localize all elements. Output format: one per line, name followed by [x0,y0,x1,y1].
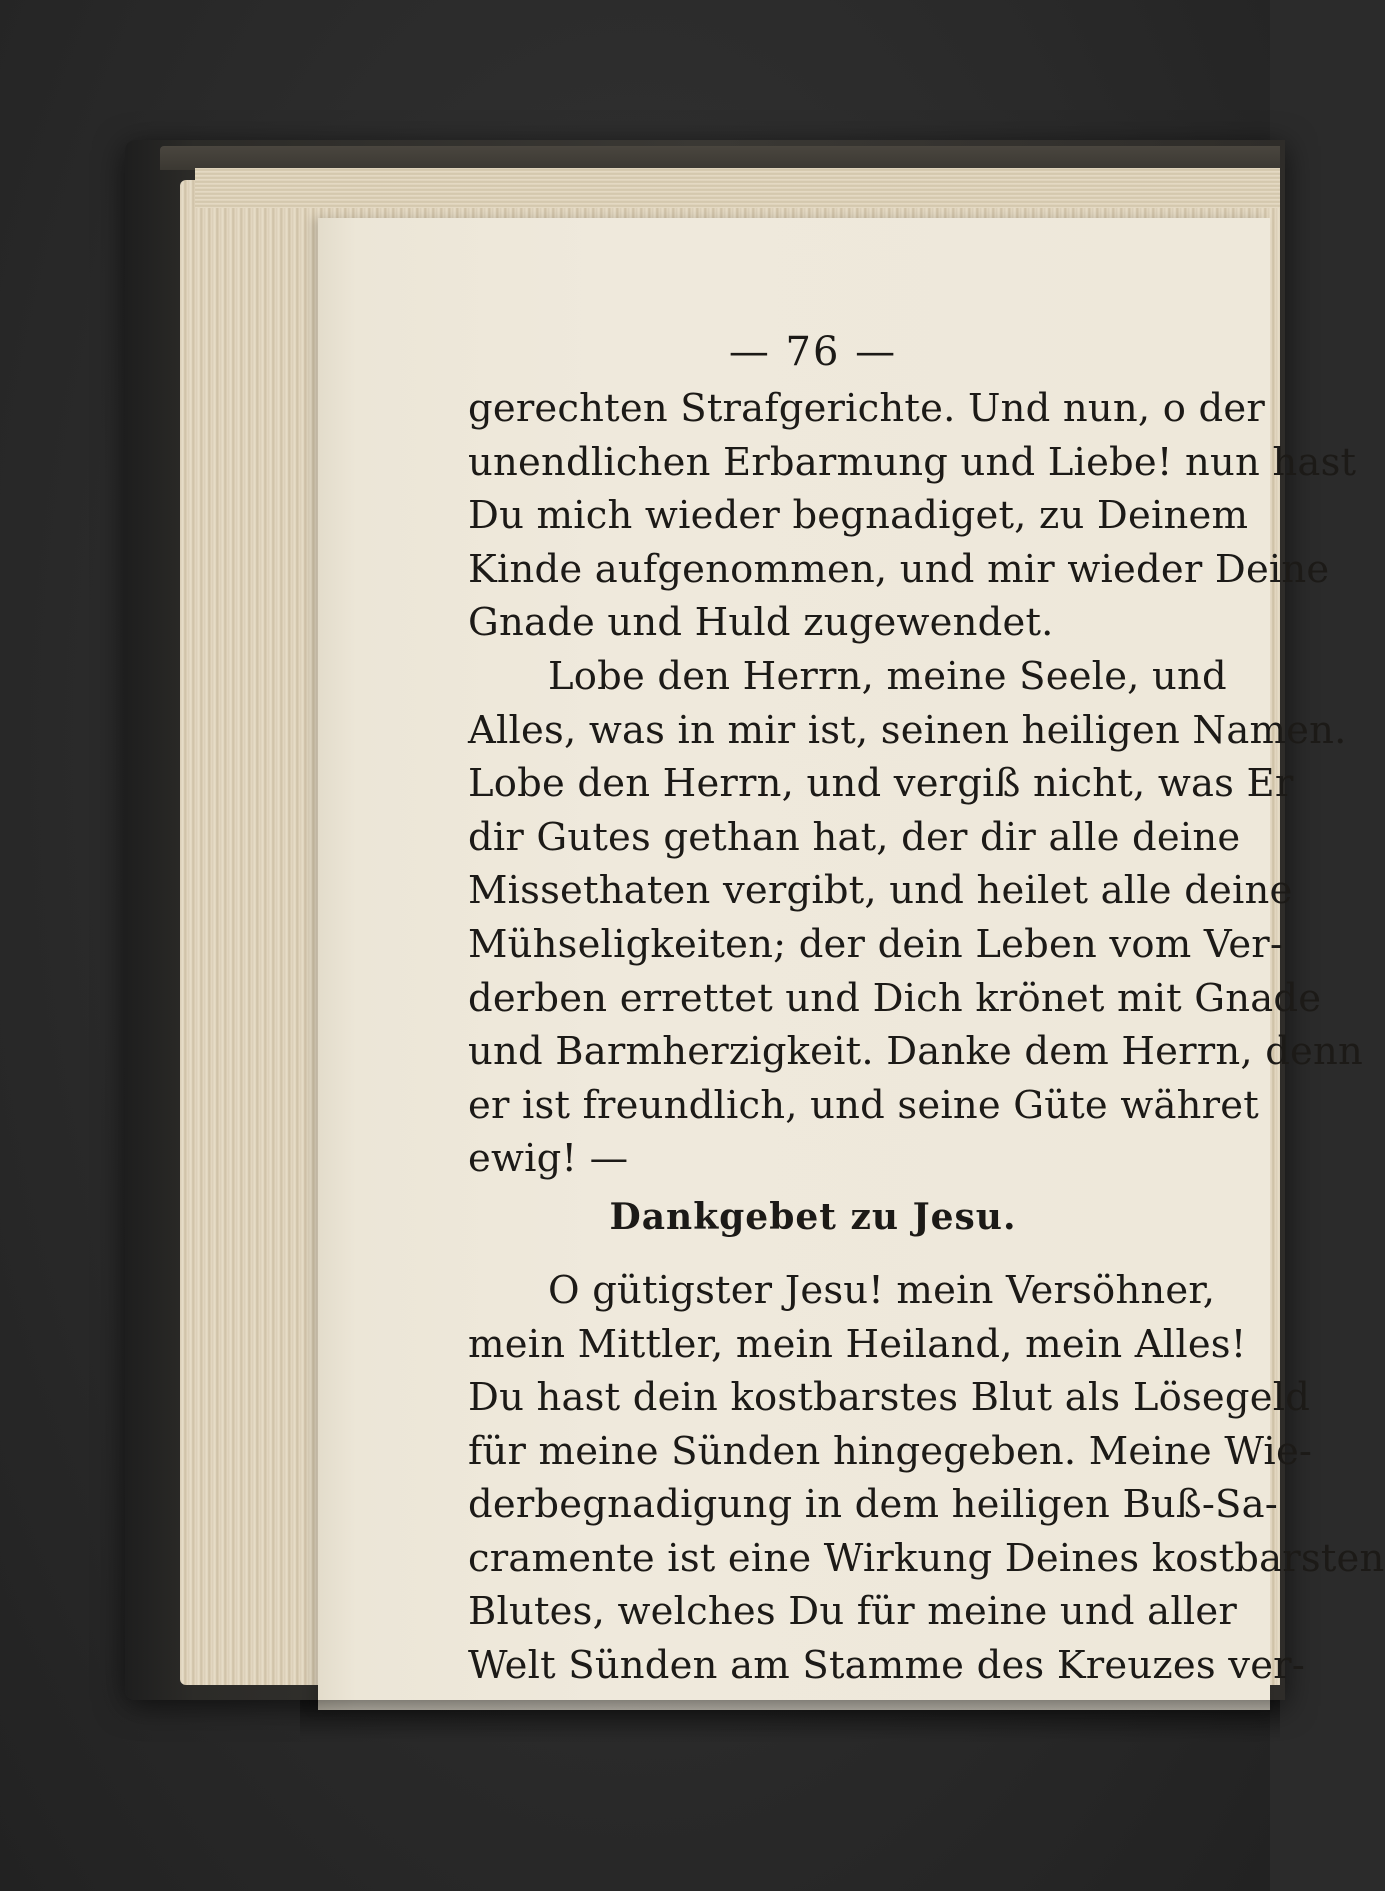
page-text [468,326,1385,1693]
text-line: Missethaten vergibt, und heilet alle deine [468,868,1293,914]
text-line: und Barmherzigkeit. Danke dem Herrn, denn [468,1029,1364,1075]
text-line: dir Gutes gethan hat, der dir alle deine [468,814,1241,860]
text-line: Du hast dein kostbarstes Blut als Lösegeld [468,1375,1311,1421]
section-heading: Dankgebet zu Jesu. [609,1195,1017,1238]
text-line: Gnade und Huld zugewendet. [468,600,1054,646]
page-shadow [300,1700,1280,1740]
text-line: gerechten Strafgerichte. Und nun, o der [468,386,1265,431]
page-number: — 76 — [728,329,898,375]
text-line: Blutes, welches Du für meine und aller [468,1589,1237,1635]
text-line: Lobe den Herrn, und vergiß nicht, was Er [468,761,1294,807]
paragraph-3 [468,1264,1385,1693]
text-line: O gütigster Jesu! mein Versöhner, [548,1267,1216,1313]
text-line: er ist freundlich, und seine Güte währet [468,1082,1259,1128]
text-line: Du mich wieder begnadiget, zu Deinem [468,493,1249,539]
text-line: ewig! — [468,1136,629,1182]
text-line: derben errettet und Dich krönet mit Gnade [468,975,1322,1021]
text-line: Lobe den Herrn, meine Seele, und [548,653,1227,699]
text-line: Kinde aufgenommen, und mir wieder Deine [468,546,1330,592]
book-cover-top-edge [160,146,1280,170]
text-line: mein Mittler, mein Heiland, mein Alles! [468,1321,1247,1367]
text-line: für meine Sünden hingegeben. Meine Wie- [468,1428,1313,1474]
text-line: Mühseligkeiten; der dein Leben vom Ver- [468,921,1284,967]
text-line: cramente ist eine Wirkung Deines kostbarsten [468,1535,1385,1581]
paragraph-2 [468,650,1364,1186]
text-line: Welt Sünden am Stamme des Kreuzes ver- [468,1643,1305,1689]
text-line: Alles, was in mir ist, seinen heiligen Namen. [468,707,1347,753]
text-line: derbegnadigung in dem heiligen Buß-Sa- [468,1482,1278,1528]
text-line: unendlichen Erbarmung und Liebe! nun hast [468,439,1357,485]
page-stack-top-edge [195,168,1280,208]
paragraph-1 [468,382,1357,650]
